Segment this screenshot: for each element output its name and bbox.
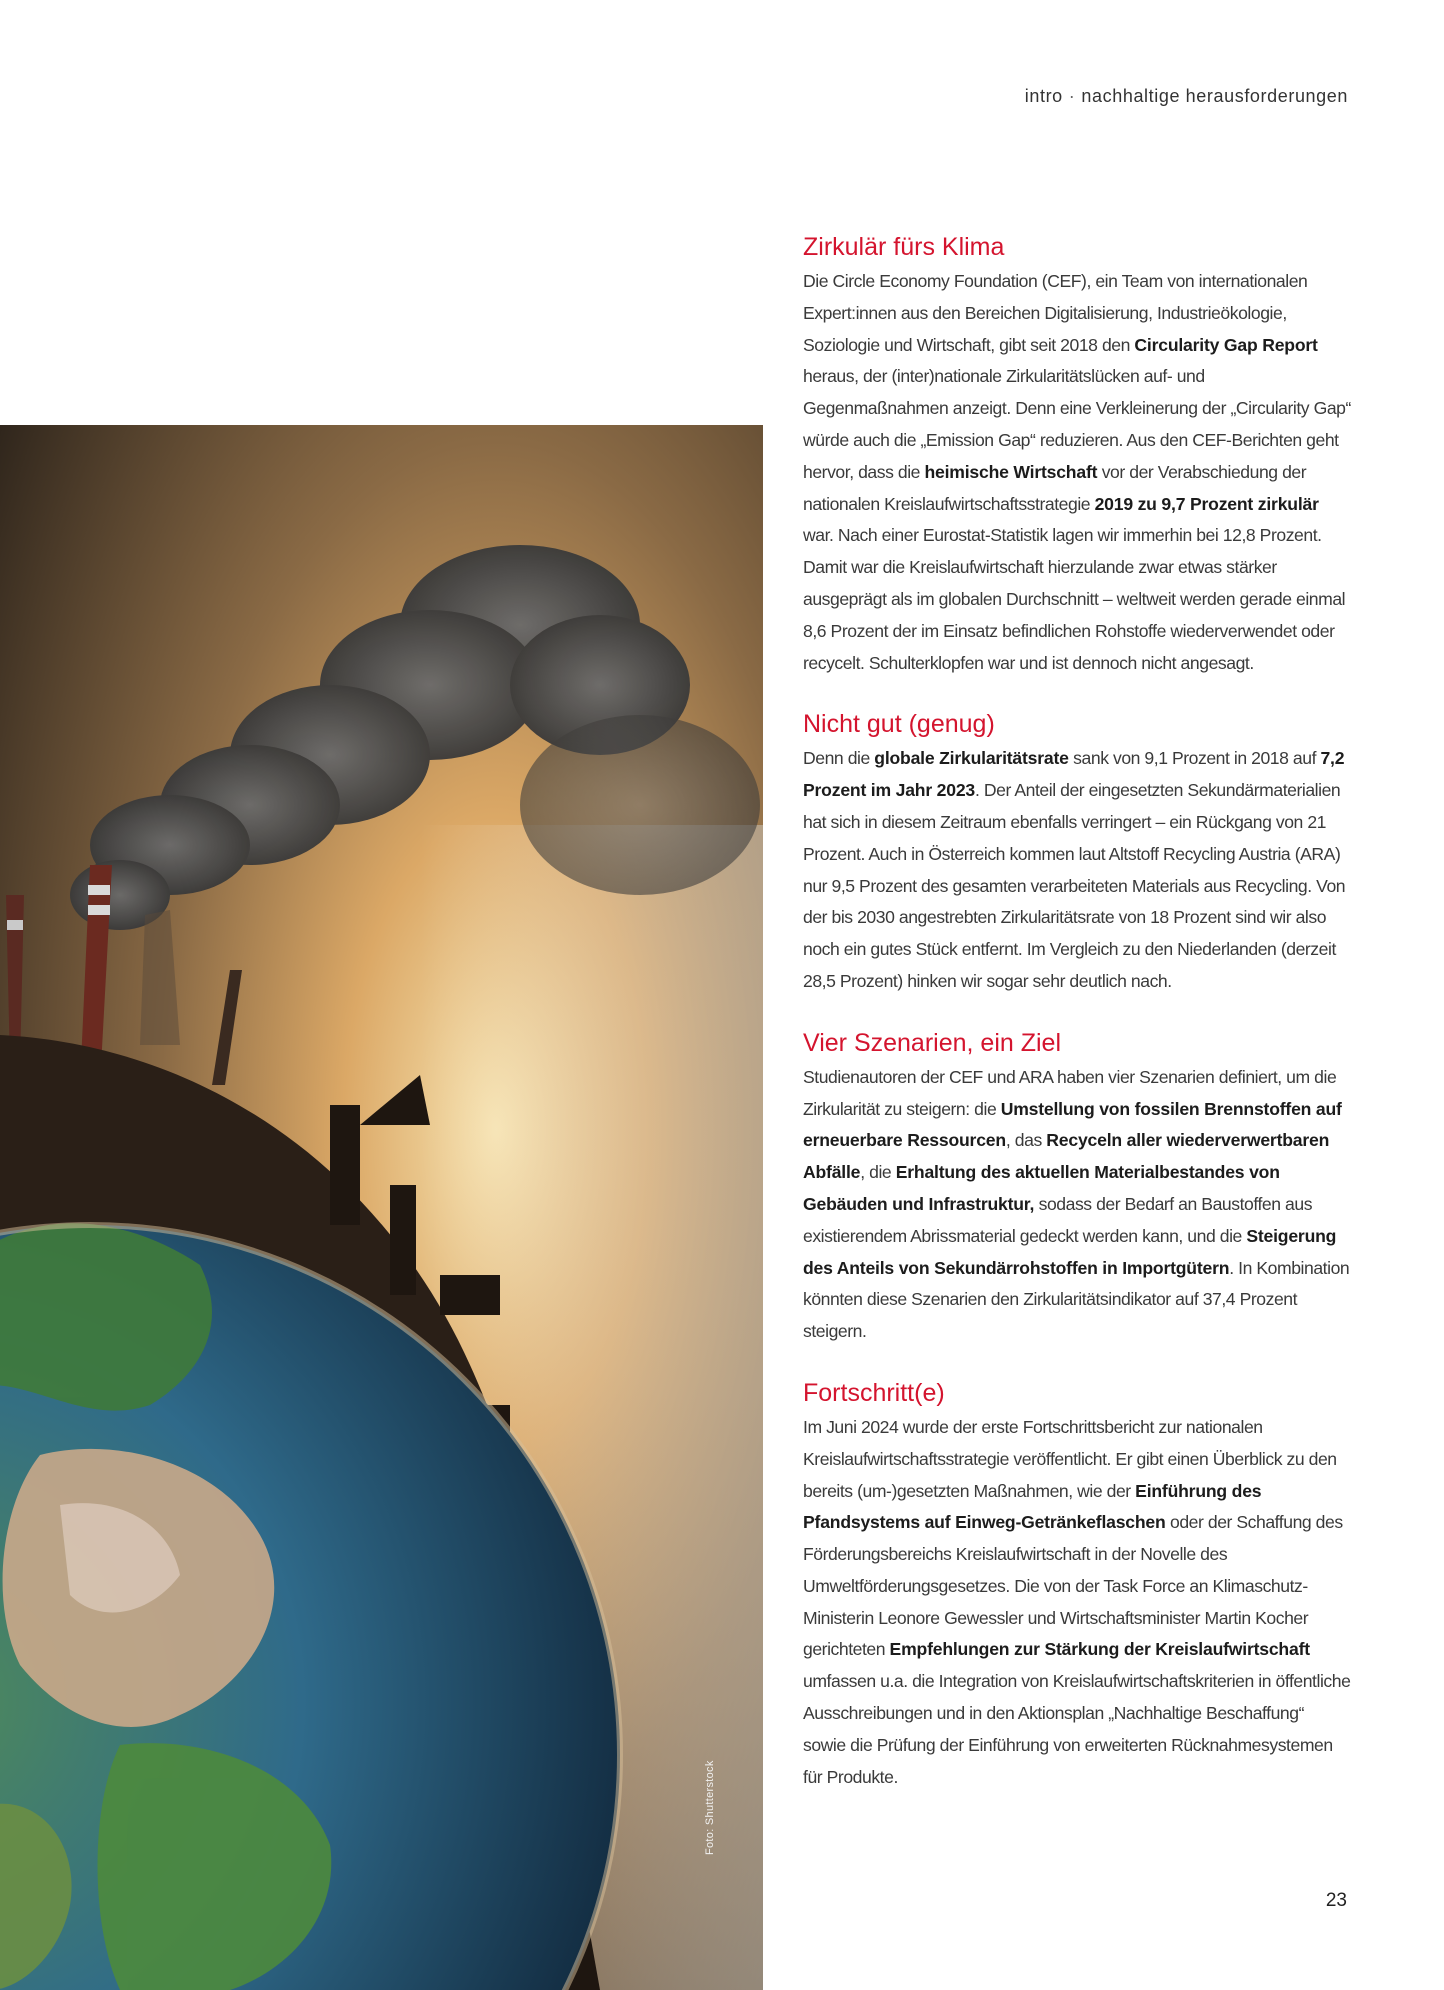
section-heading: Zirkulär fürs Klima <box>803 233 1005 261</box>
text-run: war. Nach einer Eurostat-Statistik lagen wir immerhin bei 12,8 Prozent. Damit war die Kreislaufwirtschaft hierzulande zwar etwas stärker ausgeprägt als im globalen Durchschnitt – weltweit werden gerade einmal 8,6 Prozent der im Einsatz befindlichen Rohstoffe wiederverwendet oder recycelt. Schulterklopfen war und ist dennoch nicht angesagt. <box>803 525 1346 673</box>
page-number: 23 <box>1325 1890 1347 1911</box>
photo-credit: Foto: Shutterstock <box>704 1760 716 1855</box>
section-zirkulaer-fuers-klima <box>803 230 1351 679</box>
text-run: . In Kombination könnten diese Szenarien den Zirkularitätsindikator auf 37,4 Prozent steigern. <box>803 1257 1350 1342</box>
text-run: vor der Verabschiedung der nationalen Kreislaufwirtschaftsstrategie <box>803 461 1307 514</box>
text-run: oder der Schaffung des Förderungsbereichs Kreislaufwirtschaft in der Novelle des Umweltförderungsgesetzes. Die von der Task Force an Klimaschutz-Ministerin Leonore Gewessler und Wirtschaftsminister Martin Kocher gerichteten <box>803 1512 1343 1660</box>
text-run: . Der Anteil der eingesetzten Sekundärmaterialien hat sich in diesem Zeitraum ebenfalls verringert – ein Rückgang von 21 Prozent. Auch in Österreich kommen laut Altstoff Recycling Austria (ARA) nur 9,5 Prozent des gesamten verarbeiteten Materials aus Recycling. Von der bis 2030 angestrebten Zirkularitätsrate von 18 Prozent sind wir also noch ein gutes Stück entfernt. Im Vergleich zu den Niederlanden (derzeit 28,5 Prozent) hinken wir sogar sehr deutlich nach. <box>803 780 1346 991</box>
section-paragraph <box>803 743 1351 997</box>
section-paragraph <box>803 1412 1351 1794</box>
running-header <box>1025 86 1348 107</box>
header-section: nachhaltige herausforderungen <box>1081 86 1348 106</box>
text-run: heraus, der (inter)nationale Zirkularitätslücken auf- und Gegenmaßnahmen anzeigt. Denn eine Verkleinerung der „Circularity Gap“ würde auch die „Emission Gap“ reduzieren. Aus den CEF-Berichten geht hervor, dass die <box>803 366 1351 482</box>
section-paragraph <box>803 1062 1351 1348</box>
emphasis-run: globale Zirkularitätsrate <box>874 748 1069 769</box>
emphasis-run: Steigerung des Anteils von Sekundärrohstoffen in Importgütern <box>803 1225 1337 1278</box>
text-run: umfassen u.a. die Integration von Kreislaufwirtschaftskriterien in öffentliche Ausschreibungen und in den Aktionsplan „Nachhaltige Beschaffung“ sowie die Prüfung der Einführung von erweiterten Rücknahmesystemen für Produkte. <box>803 1671 1351 1787</box>
text-run: sank von 9,1 Prozent in 2018 auf <box>1068 748 1321 769</box>
emphasis-run: heimische Wirtschaft <box>924 461 1098 482</box>
text-run: Studienautoren der CEF und ARA haben vier Szenarien definiert, um die Zirkularität zu steigern: die <box>803 1066 1337 1119</box>
section-fortschritte <box>803 1376 1351 1794</box>
emphasis-run: Einführung des Pfandsystems auf Einweg-Getränkeflaschen <box>803 1480 1262 1533</box>
section-paragraph <box>803 266 1351 679</box>
hero-illustration <box>0 425 763 1990</box>
section-heading: Vier Szenarien, ein Ziel <box>803 1028 1062 1057</box>
emphasis-run: Recyceln aller wiederverwertbaren Abfälle <box>803 1130 1330 1183</box>
text-run: Die Circle Economy Foundation (CEF), ein Team von internationalen Expert:innen aus den Bereichen Digitalisierung, Industrieökologie, Soziologie und Wirtschaft, gibt seit 2018 den <box>803 271 1308 355</box>
earth-factory-illustration <box>0 425 763 1990</box>
header-prefix: intro <box>1024 86 1063 106</box>
emphasis-run: 2019 zu 9,7 Prozent zirkulär <box>1094 493 1319 514</box>
section-heading: Nicht gut (genug) <box>803 710 995 739</box>
text-run: Denn die <box>803 748 875 769</box>
section-vier-szenarien <box>803 1026 1351 1348</box>
text-run: , die <box>860 1162 896 1183</box>
article-body <box>803 230 1351 1821</box>
emphasis-run: Circularity Gap Report <box>1134 334 1318 355</box>
emphasis-run: Erhaltung des aktuellen Materialbestandes von Gebäuden und Infrastruktur, <box>803 1162 1280 1214</box>
text-run: , das <box>1005 1130 1047 1151</box>
text-run: Im Juni 2024 wurde der erste Fortschrittsbericht zur nationalen Kreislaufwirtschaftsstrategie veröffentlicht. Er gibt einen Überblick zu den bereits (um-)gesetzten Maßnahmen, wie der <box>803 1416 1337 1501</box>
section-nicht-gut-genug <box>803 707 1351 997</box>
section-heading: Fortschritt(e) <box>803 1378 945 1407</box>
emphasis-run: Umstellung von fossilen Brennstoffen auf erneuerbare Ressourcen <box>803 1098 1342 1151</box>
header-separator: · <box>1068 86 1076 106</box>
text-run: sodass der Bedarf an Baustoffen aus existierendem Abrissmaterial gedeckt werden kann, und die <box>803 1193 1313 1246</box>
emphasis-run: Empfehlungen zur Stärkung der Kreislaufwirtschaft <box>889 1639 1310 1660</box>
emphasis-run: 7,2 Prozent im Jahr 2023 <box>803 748 1345 801</box>
